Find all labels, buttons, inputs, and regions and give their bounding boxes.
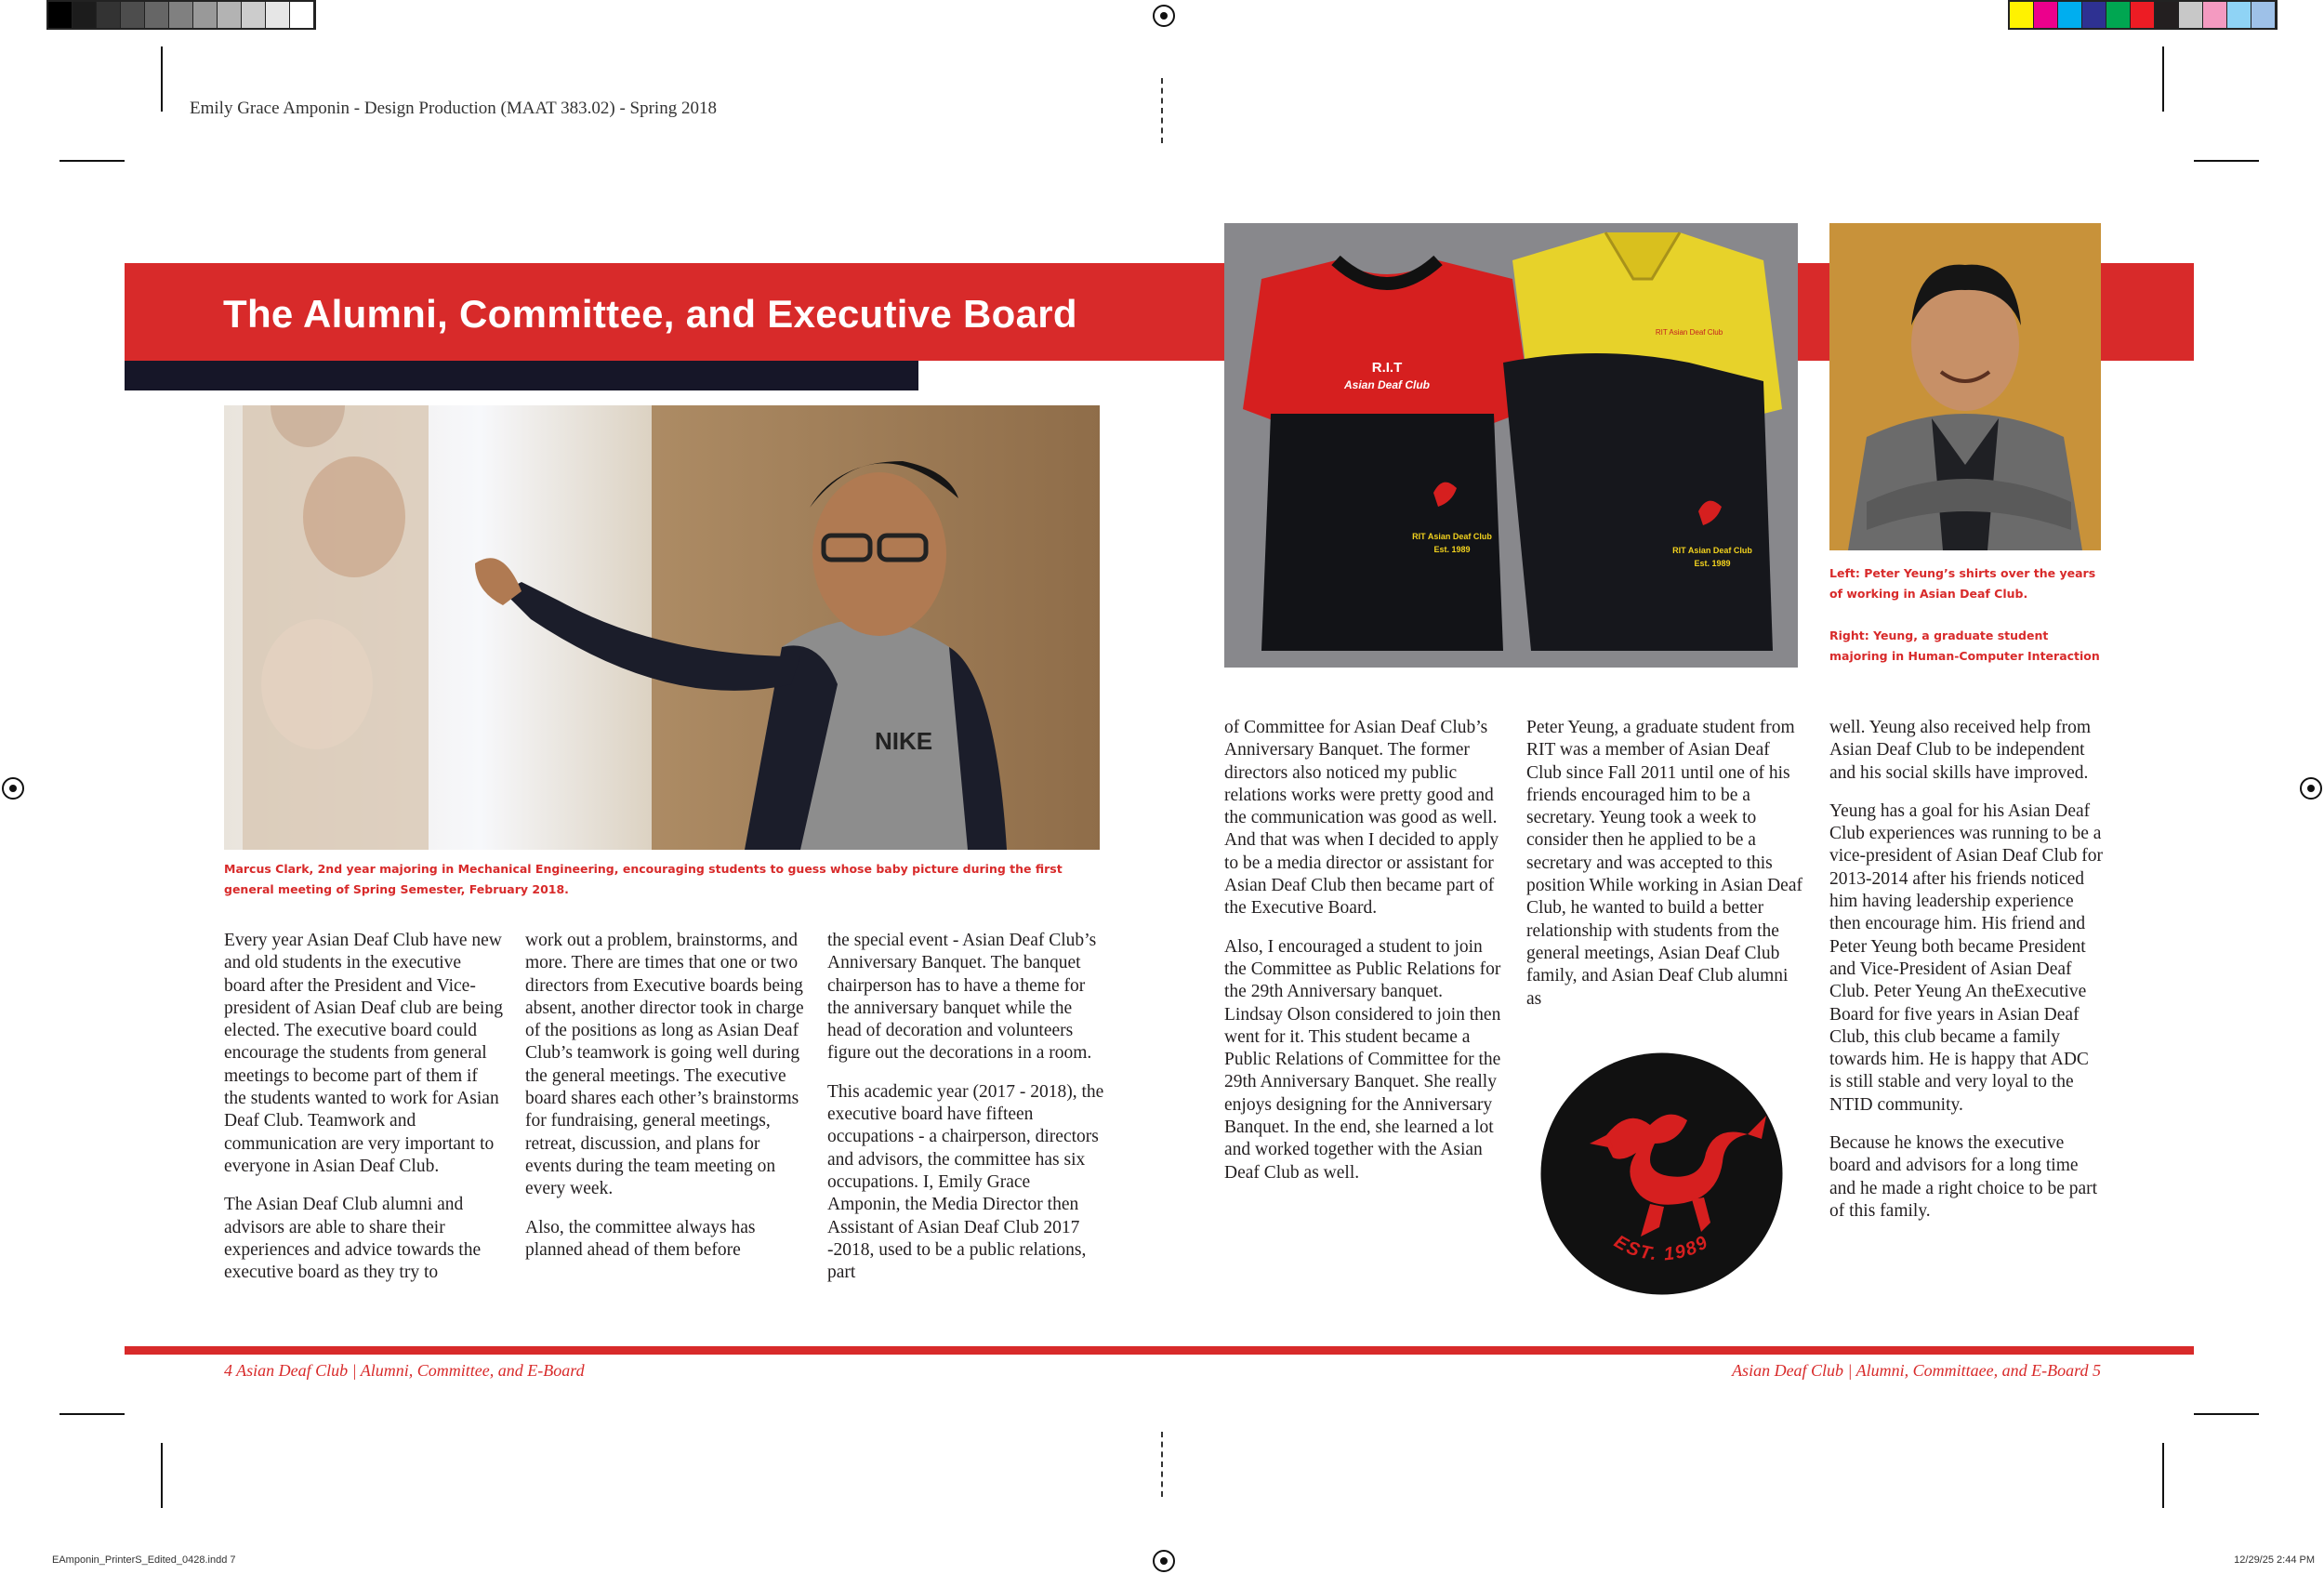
crop-mark (161, 46, 163, 112)
paragraph: Because he knows the executive board and advisors for a long time and he made a right choice to be part of this family. (1829, 1133, 2098, 1221)
crop-mark (59, 1413, 125, 1415)
photo-caption-right: Right: Yeung, a graduate student majoring in Human-Computer Interaction (1829, 628, 2100, 663)
process-color-bar (2008, 0, 2278, 30)
footer-rule (125, 1346, 2194, 1355)
paragraph: work out a problem, brainstorms, and more. There are times that one or two directors from Executive boards being absent, another director took in charge of the positions as long as Asian Deaf Club’s teamwork is going well during the general meetings. The executive board shares each other’s brainstorms for fundraising, general meetings, retreat, discussion, and plans for events during the team meeting on every week. (525, 931, 804, 1199)
footer-left-folio: 4 Asian Deaf Club | Alumni, Committee, and E-Board (224, 1361, 585, 1380)
slug-date: 12/29/25 2:44 PM (2234, 1554, 2315, 1566)
crop-mark (2194, 1413, 2259, 1415)
paragraph: The Asian Deaf Club alumni and advisors are able to share their experiences and advice towards the executive board as they try to (224, 1195, 482, 1283)
crop-mark (2194, 160, 2259, 162)
paragraph: Also, the committee always has planned ahead of them before (525, 1217, 756, 1260)
logo-text: EST. 1989 (1610, 1231, 1713, 1265)
crop-mark (59, 160, 125, 162)
crop-mark (2162, 1443, 2164, 1508)
fold-mark (1161, 78, 1163, 143)
photo-caption-left: Left: Peter Yeung’s shirts over the years of working in Asian Deaf Club. (1829, 566, 2096, 601)
black-left-line1: RIT Asian Deaf Club (1412, 532, 1492, 541)
black-right-line1: RIT Asian Deaf Club (1672, 546, 1752, 555)
paragraph: Yeung has a goal for his Asian Deaf Club experiences was running to be a vice-president of Asian Deaf Club for 2013-2014 after his friends noticed him having leadership experience then encourage him. His friend and Peter Yeung both became President and Vice-President of Asian Deaf Club. Peter Yeung An theExecutive Board for five years in Asian Deaf Club, this club became a family towards him. He is happy that ADC is still stable and very loyal to the NTID community. (1829, 800, 2104, 1115)
asian-deaf-club-logo (1538, 1051, 1785, 1297)
text-column-4 (1224, 717, 1503, 1200)
paragraph: This academic year (2017 - 2018), the executive board have fifteen occupations - a chairperson, directors and advisors, the committee has six occupations. I, Emily Grace Amponin, the Media Director then Assistant of Asian Deaf Club 2017 -2018, used to be a public relations, part (827, 1081, 1104, 1283)
black-right-line2: Est. 1989 (1694, 559, 1731, 568)
paragraph: Every year Asian Deaf Club have new and old students in the executive board after the President and Vice-president of Asian Deaf club are being elected. The executive board could encourage the students from general meetings to become part of them if the students wanted to work for Asian Deaf Club. Teamwork and communication are very important to everyone in Asian Deaf Club. (224, 931, 503, 1176)
paragraph: of Committee for Asian Deaf Club’s Anniversary Banquet. The former directors also noticed my public relations works were pretty good and the communication was good as well. And that was when I decided to apply to be a media director or assistant for Asian Deaf Club then became part of the Executive Board. (1224, 718, 1499, 919)
slug-filename: EAmponin_PrinterS_Edited_0428.indd 7 (52, 1554, 236, 1566)
paragraph: Peter Yeung, a graduate student from RIT was a member of Asian Deaf Club since Fall 2011 until one of his friends encouraged him to be a secretary. Yeung took a week to consider then he applied to be a secretary and was accepted to this position While working in Asian Deaf Club, he wanted to build a better relationship with students from the general meetings, Asian Deaf Club family, and Asian Deaf Club alumni as (1526, 718, 1802, 1009)
svg-text:NIKE: NIKE (875, 727, 933, 755)
registration-mark-icon (2, 777, 24, 800)
crop-mark (161, 1443, 163, 1508)
portrait-photo (1829, 223, 2101, 550)
registration-mark-icon (2300, 777, 2322, 800)
red-shirt-line1: R.I.T (1371, 360, 1403, 376)
registration-mark-icon (1153, 5, 1175, 27)
shirts-photo (1224, 223, 1798, 668)
footer-right-folio: Asian Deaf Club | Alumni, Committaee, and E-Board 5 (1732, 1361, 2101, 1380)
text-column-2 (525, 930, 804, 1277)
grayscale-color-bar (46, 0, 316, 30)
main-photo-caption: Marcus Clark, 2nd year majoring in Mechanical Engineering, encouraging students to guess whose baby picture during the first general meeting of Spring Semester, February 2018. (224, 862, 1063, 896)
paragraph: the special event - Asian Deaf Club’s Anniversary Banquet. The banquet chairperson has to have a theme for the anniversary banquet while the head of decoration and volunteers figure out the decorations in a room. (827, 931, 1097, 1064)
paragraph: Also, I encouraged a student to join the Committee as Public Relations for the 29th Anniversary banquet. Lindsay Olson considered to join then went for it. This student became a Public Relations of Committee for the 29th Anniversary Banquet. She really enjoys designing for the Anniversary Banquet. In the end, she learned a lot and worked together with the Asian Deaf Club as well. (1224, 936, 1501, 1183)
main-photo (224, 405, 1100, 850)
text-column-1 (224, 930, 503, 1300)
running-head: Emily Grace Amponin - Design Production (MAAT 383.02) - Spring 2018 (190, 99, 717, 118)
crop-mark (2162, 46, 2164, 112)
text-column-6 (1829, 717, 2104, 1238)
text-column-5 (1526, 717, 1805, 1026)
title-underline-bar (125, 361, 918, 390)
page-title: The Alumni, Committee, and Executive Board (223, 292, 1077, 336)
paragraph: well. Yeung also received help from Asian Deaf Club to be independent and his social skills have improved. (1829, 718, 2092, 783)
fold-mark (1161, 1432, 1163, 1497)
text-column-3 (827, 930, 1106, 1300)
red-shirt-line2: Asian Deaf Club (1343, 378, 1431, 391)
yellow-shirt-text: RIT Asian Deaf Club (1655, 328, 1723, 337)
registration-mark-icon (1153, 1550, 1175, 1572)
black-left-line2: Est. 1989 (1433, 545, 1471, 554)
